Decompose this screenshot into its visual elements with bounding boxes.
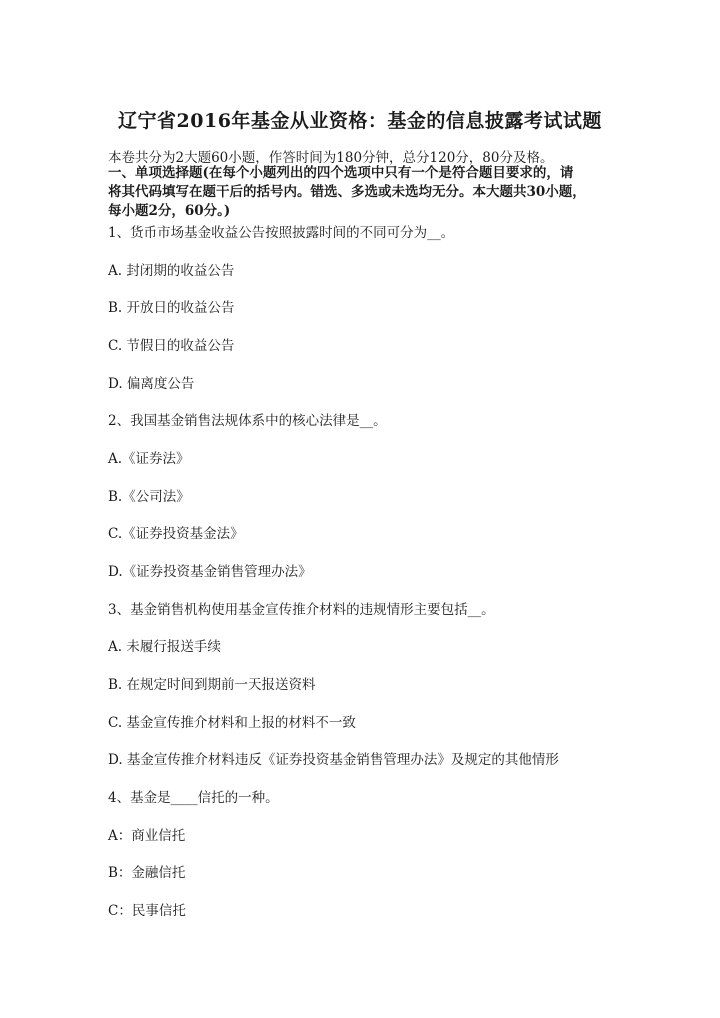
question-stem: 2、我国基金销售法规体系中的核心法律是__。 [108,413,387,429]
section-heading-line: 一、单项选择题(在每个小题列出的四个选项中只有一个是符合题目要求的，请 [108,165,574,181]
answer-option: C. 基金宣传推介材料和上报的材料不一致 [108,715,356,731]
section-heading [108,164,618,221]
section-heading-line: 将其代码填写在题干后的括号内。错选、多选或未选均无分。本大题共30小题， [108,184,586,200]
answer-option: D. 基金宣传推介材料违反《证券投资基金销售管理办法》及规定的其他情形 [108,752,559,768]
answer-option: B：金融信托 [108,865,186,881]
answer-option: A.《证券法》 [108,451,190,467]
answer-option: D.《证券投资基金销售管理办法》 [108,564,312,580]
answer-option: B. 在规定时间到期前一天报送资料 [108,677,316,693]
answer-option: A：商业信托 [108,828,186,844]
exam-intro: 本卷共分为2大题60小题，作答时间为180分钟，总分120分，80分及格。 [108,150,554,166]
question-stem: 4、基金是____信托的一种。 [108,790,279,806]
answer-option: B.《公司法》 [108,489,190,505]
answer-option: C. 节假日的收益公告 [108,338,235,354]
answer-option: C.《证券投资基金法》 [108,526,244,542]
page-title: 辽宁省2016年基金从业资格：基金的信息披露考试试题 [118,110,602,132]
answer-option: A. 封闭期的收益公告 [108,263,235,279]
question-stem: 3、基金销售机构使用基金宣传推介材料的违规情形主要包括__。 [108,602,495,618]
question-stem: 1、货币市场基金收益公告按照披露时间的不同可分为__。 [108,225,455,241]
answer-option: D. 偏离度公告 [108,376,195,392]
answer-option: B. 开放日的收益公告 [108,300,235,316]
section-heading-line: 每小题2分，60分。) [108,203,231,219]
answer-option: A. 未履行报送手续 [108,639,221,655]
answer-option: C：民事信托 [108,903,186,919]
